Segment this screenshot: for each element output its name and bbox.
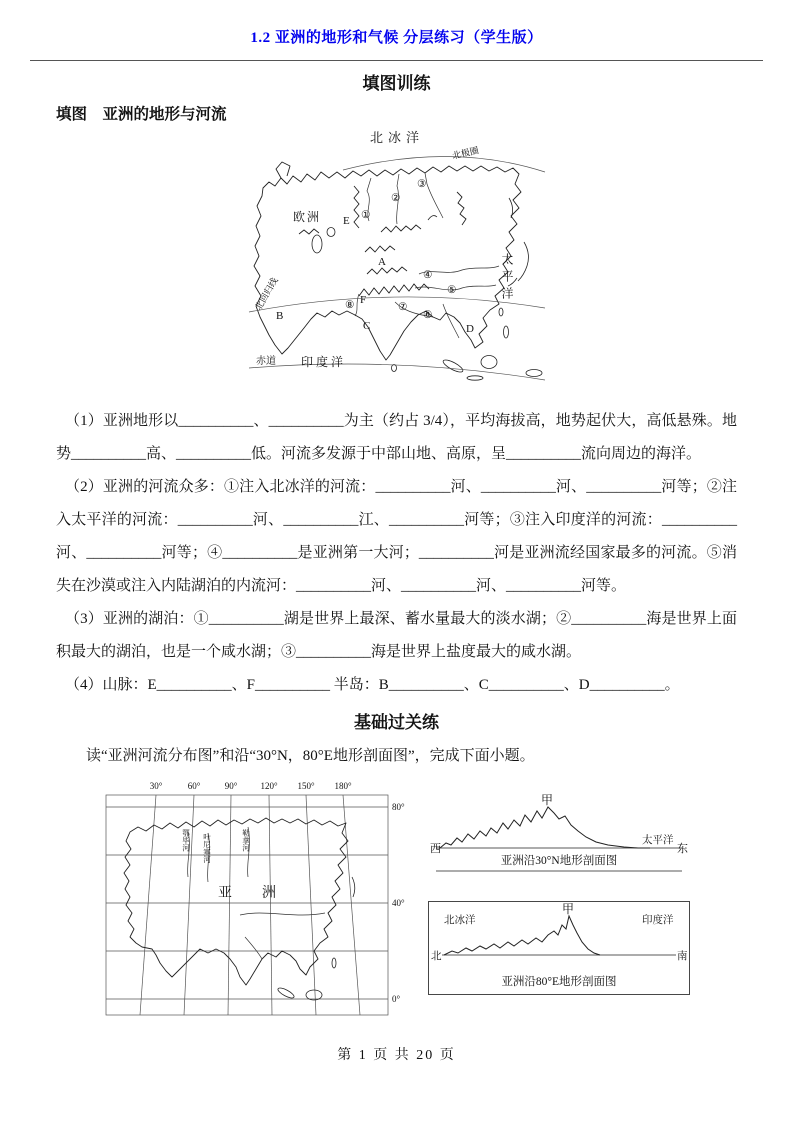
lat-label-40: 40° — [392, 898, 405, 908]
map-marker-B: B — [275, 310, 283, 322]
lon-label-90: 90° — [224, 781, 238, 791]
question-3: （3）亚洲的湖泊：①__________湖是世界上最深、蓄水量最大的淡水湖；②__________海是世界上面积最大的湖泊，也是一个咸水湖；③__________海是世界上盐度最大的咸水湖。 — [56, 611, 737, 660]
equator-line — [249, 364, 545, 380]
profile-30n-caption: 亚洲沿30°N地形剖面图 — [500, 855, 618, 867]
map-marker-4: ④ — [422, 270, 432, 281]
section-heading-fill-training: 填图训练 — [362, 74, 431, 93]
asia-terrain-rivers-map-figure — [56, 126, 737, 399]
map-marker-6: ⑥ — [422, 310, 432, 321]
profile-80e-peak-label: 甲 — [561, 902, 575, 916]
title-divider — [30, 60, 763, 61]
river-label-yenisei: 叶尼塞河 — [202, 833, 212, 863]
river-label-lena: 勒拿河 — [241, 829, 251, 852]
basic-practice-intro: 读“亚洲河流分布图”和沿“30°N，80°E地形剖面图”，完成下面小题。 — [86, 748, 535, 764]
profile-80e-figure — [428, 901, 690, 995]
profile-30n-east-label: 东 — [677, 843, 688, 855]
map-marker-A: A — [377, 256, 386, 268]
graticule — [106, 795, 388, 1015]
mountain-ridges — [299, 186, 466, 296]
question-1: （1）亚洲地形以__________、__________为主（约占 3/4），平均海拔高，地势起伏大，高低悬殊。地势__________高、__________低。河流多发源于中部山地、高原，呈__________流向周边的海洋。 — [56, 413, 737, 462]
profiles-column — [428, 793, 690, 995]
lat-label-80: 80° — [392, 802, 405, 812]
map-marker-D: D — [465, 323, 474, 335]
arctic-ocean-label: 北冰洋 — [369, 130, 424, 145]
figures-row — [100, 777, 737, 1032]
map-marker-C: C — [362, 320, 370, 332]
document-title: 1.2 亚洲的地形和气候 分层练习（学生版） — [250, 30, 543, 46]
map-marker-2: ② — [390, 193, 400, 204]
arctic-circle-label: 北极圈 — [450, 145, 480, 161]
profile-30n-terrain-line — [440, 807, 650, 848]
lon-label-120: 120° — [260, 781, 278, 791]
question-4: （4）山脉：E__________、F__________ 半岛：B__________、C__________、D__________。 — [65, 677, 680, 693]
question-2: （2）亚洲的河流众多：①注入北冰洋的河流：__________河、__________河、__________河等；②注入太平洋的河流：__________河、__________江、__________河等；③注入印度洋的河流：__________河、__________河等；④__________是亚洲第一大河；__________河是亚洲流经国家最多的河流。⑤消失在沙漠或注入内陆湖泊的内流河：__________河、__________河、__________河等。 — [56, 479, 737, 594]
profile-30n-pacific-label: 太平洋 — [642, 835, 674, 846]
map-marker-3: ③ — [416, 179, 426, 190]
profile-30n-peak-label: 甲 — [540, 793, 554, 807]
fill-map-subheading: 填图 亚洲的地形与河流 — [56, 106, 227, 123]
asia-rivers-distribution-map — [100, 777, 410, 1032]
river-label-ob: 鄂毕河 — [181, 829, 191, 852]
scandinavia-coast — [276, 162, 290, 178]
map-marker-F: F — [359, 294, 366, 306]
lon-label-60: 60° — [187, 781, 201, 791]
profile-80e-arctic-label: 北冰洋 — [444, 915, 476, 926]
asia-terrain-map — [247, 126, 547, 394]
eurasia-coastline-path — [254, 166, 521, 360]
tropic-of-cancer-label: 北回归线 — [252, 275, 280, 312]
profile-80e-caption: 亚洲沿80°E地形剖面图 — [501, 976, 617, 988]
profiles-gap — [428, 873, 690, 901]
indian-ocean-label: 印度洋 — [300, 355, 346, 369]
map-marker-5: ⑤ — [446, 285, 456, 296]
profile-80e-indian-label: 印度洋 — [642, 915, 674, 926]
equator-label: 赤道 — [255, 356, 276, 367]
profile-30n-figure — [428, 793, 690, 873]
profile-80e-south-label: 南 — [677, 951, 688, 962]
islands-small — [277, 877, 355, 1000]
europe-label: 欧洲 — [292, 210, 321, 224]
map-marker-E: E — [342, 215, 350, 227]
asia-coastline-small — [124, 818, 348, 985]
islands — [391, 198, 542, 380]
page-footer: 第 1 页 共 20 页 — [337, 1048, 456, 1063]
inland-seas — [312, 216, 437, 253]
map-marker-7: ⑦ — [397, 302, 407, 313]
profile-80e-north-label: 北 — [431, 951, 442, 962]
map-marker-1: ① — [360, 210, 370, 221]
profile-30n-west-label: 西 — [430, 843, 441, 855]
pacific-ocean-label: 太平洋 — [499, 253, 514, 304]
lon-label-30: 30° — [149, 781, 163, 791]
lon-label-180: 180° — [334, 781, 352, 791]
lon-label-150: 150° — [297, 781, 315, 791]
lat-label-0: 0° — [392, 994, 401, 1004]
asia-region-label: 亚 洲 — [218, 886, 284, 901]
section-heading-basic-practice: 基础过关练 — [354, 713, 439, 732]
map-marker-8: ⑧ — [344, 300, 354, 311]
